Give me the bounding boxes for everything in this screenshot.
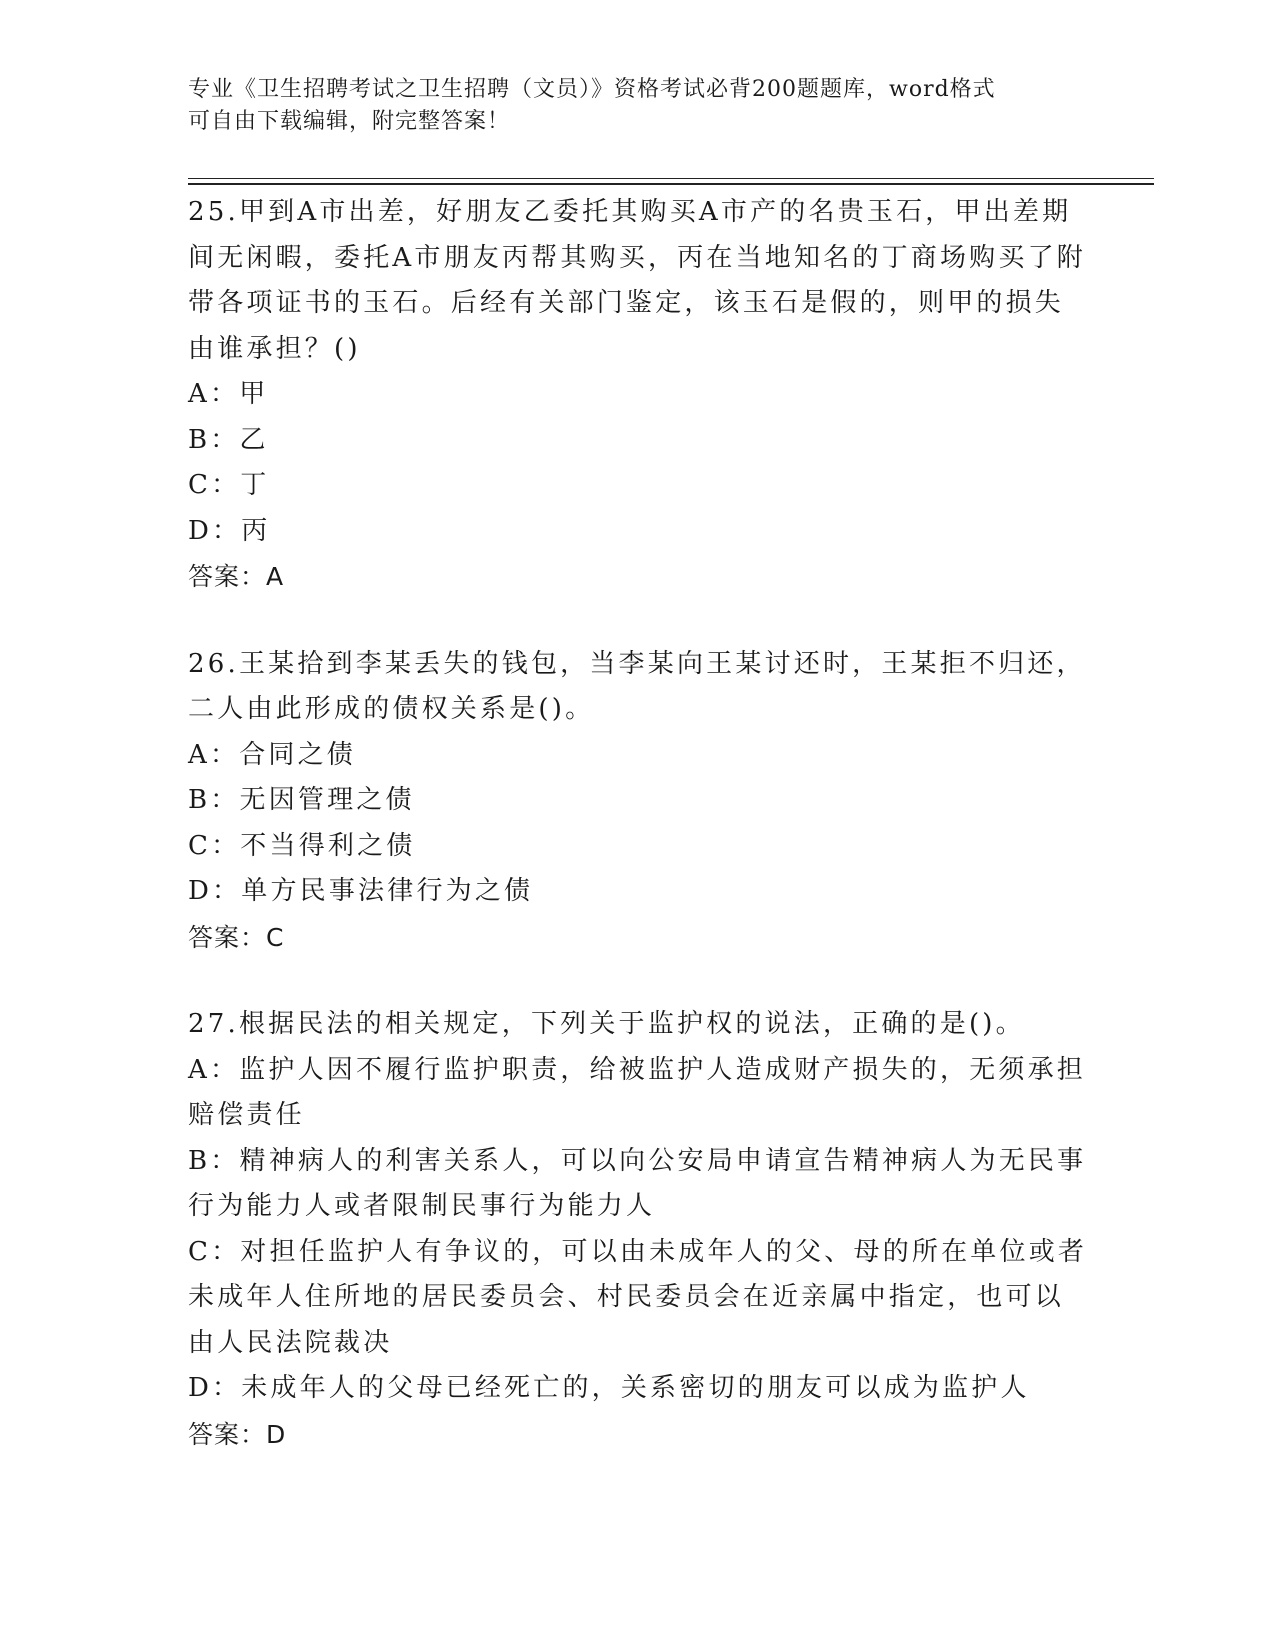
option-letter: A：	[188, 379, 240, 409]
option-d	[188, 509, 1088, 555]
option-d	[188, 869, 1088, 915]
answer-line: 答案：A	[188, 562, 285, 591]
option-a	[188, 733, 1088, 779]
option-text: 甲	[239, 379, 269, 409]
option-text: 单方民事法律行为之债	[241, 876, 534, 906]
question-27	[188, 1002, 1088, 1457]
option-text: 无因管理之债	[239, 785, 415, 815]
header-rule-thick	[188, 183, 1154, 185]
option-b	[188, 1139, 1088, 1230]
option-a	[188, 1048, 1088, 1139]
option-d	[188, 1366, 1088, 1412]
option-letter: D：	[188, 515, 242, 546]
option-letter: B：	[188, 1145, 240, 1176]
option-c	[188, 463, 1088, 509]
option-text: 精神病人的利害关系人，可以向公安局申请宣告精神病人为无民事行为能力人或者限制民事行为能力人	[188, 1145, 1087, 1221]
question-26	[188, 642, 1088, 961]
option-letter: A：	[188, 1054, 240, 1085]
option-letter: C：	[188, 470, 241, 500]
answer-line: 答案：C	[188, 922, 285, 952]
document-header	[188, 74, 1068, 138]
option-text: 对担任监护人有争议的，可以由未成年人的父、母的所在单位或者未成年人住所地的居民委员会、村民委员会在近亲属中指定，也可以由人民法院裁决	[188, 1236, 1088, 1358]
option-letter: D：	[188, 1373, 242, 1403]
option-c	[188, 824, 1088, 870]
option-text: 未成年人的父母已经死亡的，关系密切的朋友可以成为监护人	[241, 1373, 1030, 1403]
question-stem: 25.甲到A市出差，好朋友乙委托其购买A市产的名贵玉石，甲出差期间无闲暇，委托A市朋友丙帮其购买，丙在当地知名的丁商场购买了附带各项证书的玉石。后经有关部门鉴定，该玉石是假的，则甲的损失由谁承担？()	[188, 197, 1086, 364]
question-list	[188, 190, 1088, 1499]
option-letter: C：	[188, 1236, 241, 1267]
question-25	[188, 190, 1088, 600]
option-text: 丁	[240, 470, 270, 500]
header-line-1: 专业《卫生招聘考试之卫生招聘（文员）》资格考试必背200题题库，word格式	[188, 77, 996, 102]
option-letter: A：	[188, 739, 240, 770]
option-letter: B：	[188, 785, 240, 815]
option-letter: C：	[188, 830, 241, 861]
option-c	[188, 1230, 1088, 1367]
question-stem: 26.王某拾到李某丢失的钱包，当李某向王某讨还时，王某拒不归还，二人由此形成的债权关系是()。	[188, 648, 1086, 724]
option-b	[188, 418, 1088, 464]
question-stem: 27.根据民法的相关规定，下列关于监护权的说法，正确的是()。	[188, 1009, 1025, 1039]
option-letter: B：	[188, 424, 240, 455]
option-text: 丙	[241, 515, 271, 546]
option-a	[188, 372, 1088, 418]
option-text: 乙	[239, 424, 269, 455]
option-text: 合同之债	[239, 739, 356, 770]
header-line-2: 可自由下载编辑，附完整答案！	[188, 109, 511, 134]
option-letter: D：	[188, 876, 242, 906]
option-text: 监护人因不履行监护职责，给被监护人造成财产损失的，无须承担赔偿责任	[188, 1054, 1086, 1130]
answer-line: 答案：D	[188, 1419, 287, 1449]
header-rule-thin	[188, 178, 1154, 179]
option-b	[188, 778, 1088, 824]
option-text: 不当得利之债	[240, 830, 416, 861]
